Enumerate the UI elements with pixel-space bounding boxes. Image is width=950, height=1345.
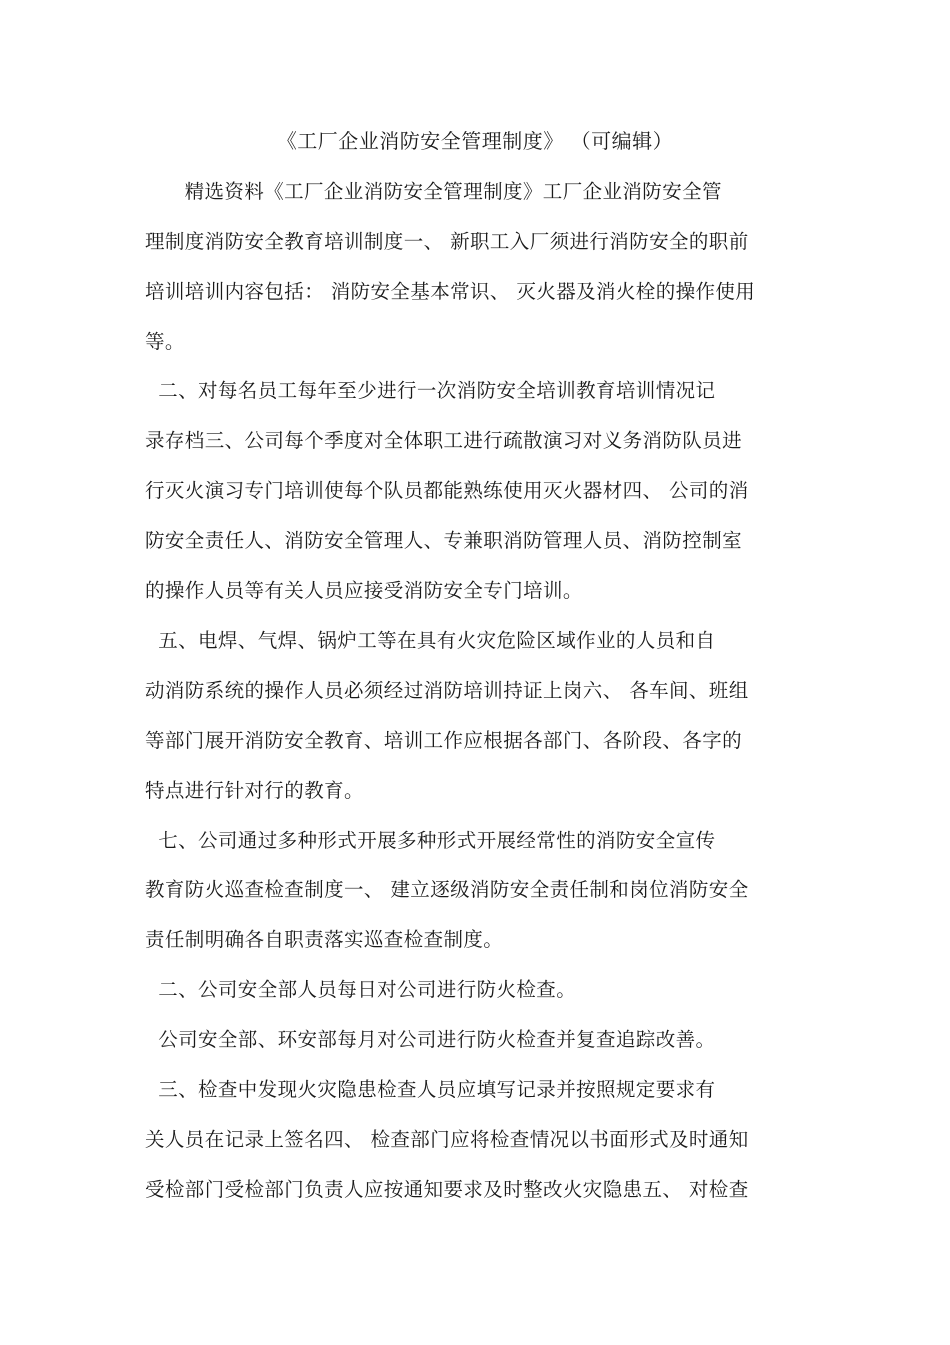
body-line-17: 二、公司安全部人员每日对公司进行防火检查。: [145, 978, 577, 1001]
body-line-1: 精选资料《工厂企业消防安全管理制度》工厂企业消防安全管: [145, 180, 722, 203]
body-line-19: 三、检查中发现火灾隐患检查人员应填写记录并按照规定要求有: [145, 1078, 716, 1101]
body-line-9: 的操作人员等有关人员应接受消防安全专门培训。: [145, 579, 583, 602]
body-line-3: 培训培训内容包括： 消防安全基本常识、 灭火器及消火栓的操作使用: [145, 280, 756, 303]
body-line-21: 受检部门受检部门负责人应按通知要求及时整改火灾隐患五、 对检查: [145, 1178, 749, 1201]
body-line-20: 关人员在记录上签名四、 检查部门应将检查情况以书面形式及时通知: [145, 1128, 749, 1151]
body-line-2: 理制度消防安全教育培训制度一、 新职工入厂须进行消防安全的职前: [145, 230, 749, 253]
body-line-8: 防安全责任人、消防安全管理人、专兼职消防管理人员、消防控制室: [145, 529, 743, 552]
body-line-15: 教育防火巡查检查制度一、 建立逐级消防安全责任制和岗位消防安全: [145, 878, 749, 901]
body-line-16: 责任制明确各自职责落实巡查检查制度。: [145, 928, 504, 951]
document-title: 《工厂企业消防安全管理制度》 （可编辑）: [276, 129, 674, 153]
body-line-10: 五、电焊、气焊、锅炉工等在具有火灾危险区域作业的人员和自: [145, 629, 716, 652]
body-line-14: 七、公司通过多种形式开展多种形式开展经常性的消防安全宣传: [145, 829, 716, 852]
body-line-13: 特点进行针对行的教育。: [145, 779, 364, 802]
body-line-11: 动消防系统的操作人员必须经过消防培训持证上岗六、 各车间、班组: [145, 679, 749, 702]
body-line-6: 录存档三、公司每个季度对全体职工进行疏散演习对义务消防队员进: [145, 429, 743, 452]
body-line-4: 等。: [145, 330, 185, 353]
body-line-5: 二、对每名员工每年至少进行一次消防安全培训教育培训情况记: [145, 379, 716, 402]
body-line-12: 等部门展开消防安全教育、培训工作应根据各部门、各阶段、各字的: [145, 729, 743, 752]
body-line-18: 公司安全部、环安部每月对公司进行防火检查并复查追踪改善。: [145, 1028, 716, 1051]
body-line-7: 行灭火演习专门培训使每个队员都能熟练使用灭火器材四、 公司的消: [145, 479, 749, 502]
